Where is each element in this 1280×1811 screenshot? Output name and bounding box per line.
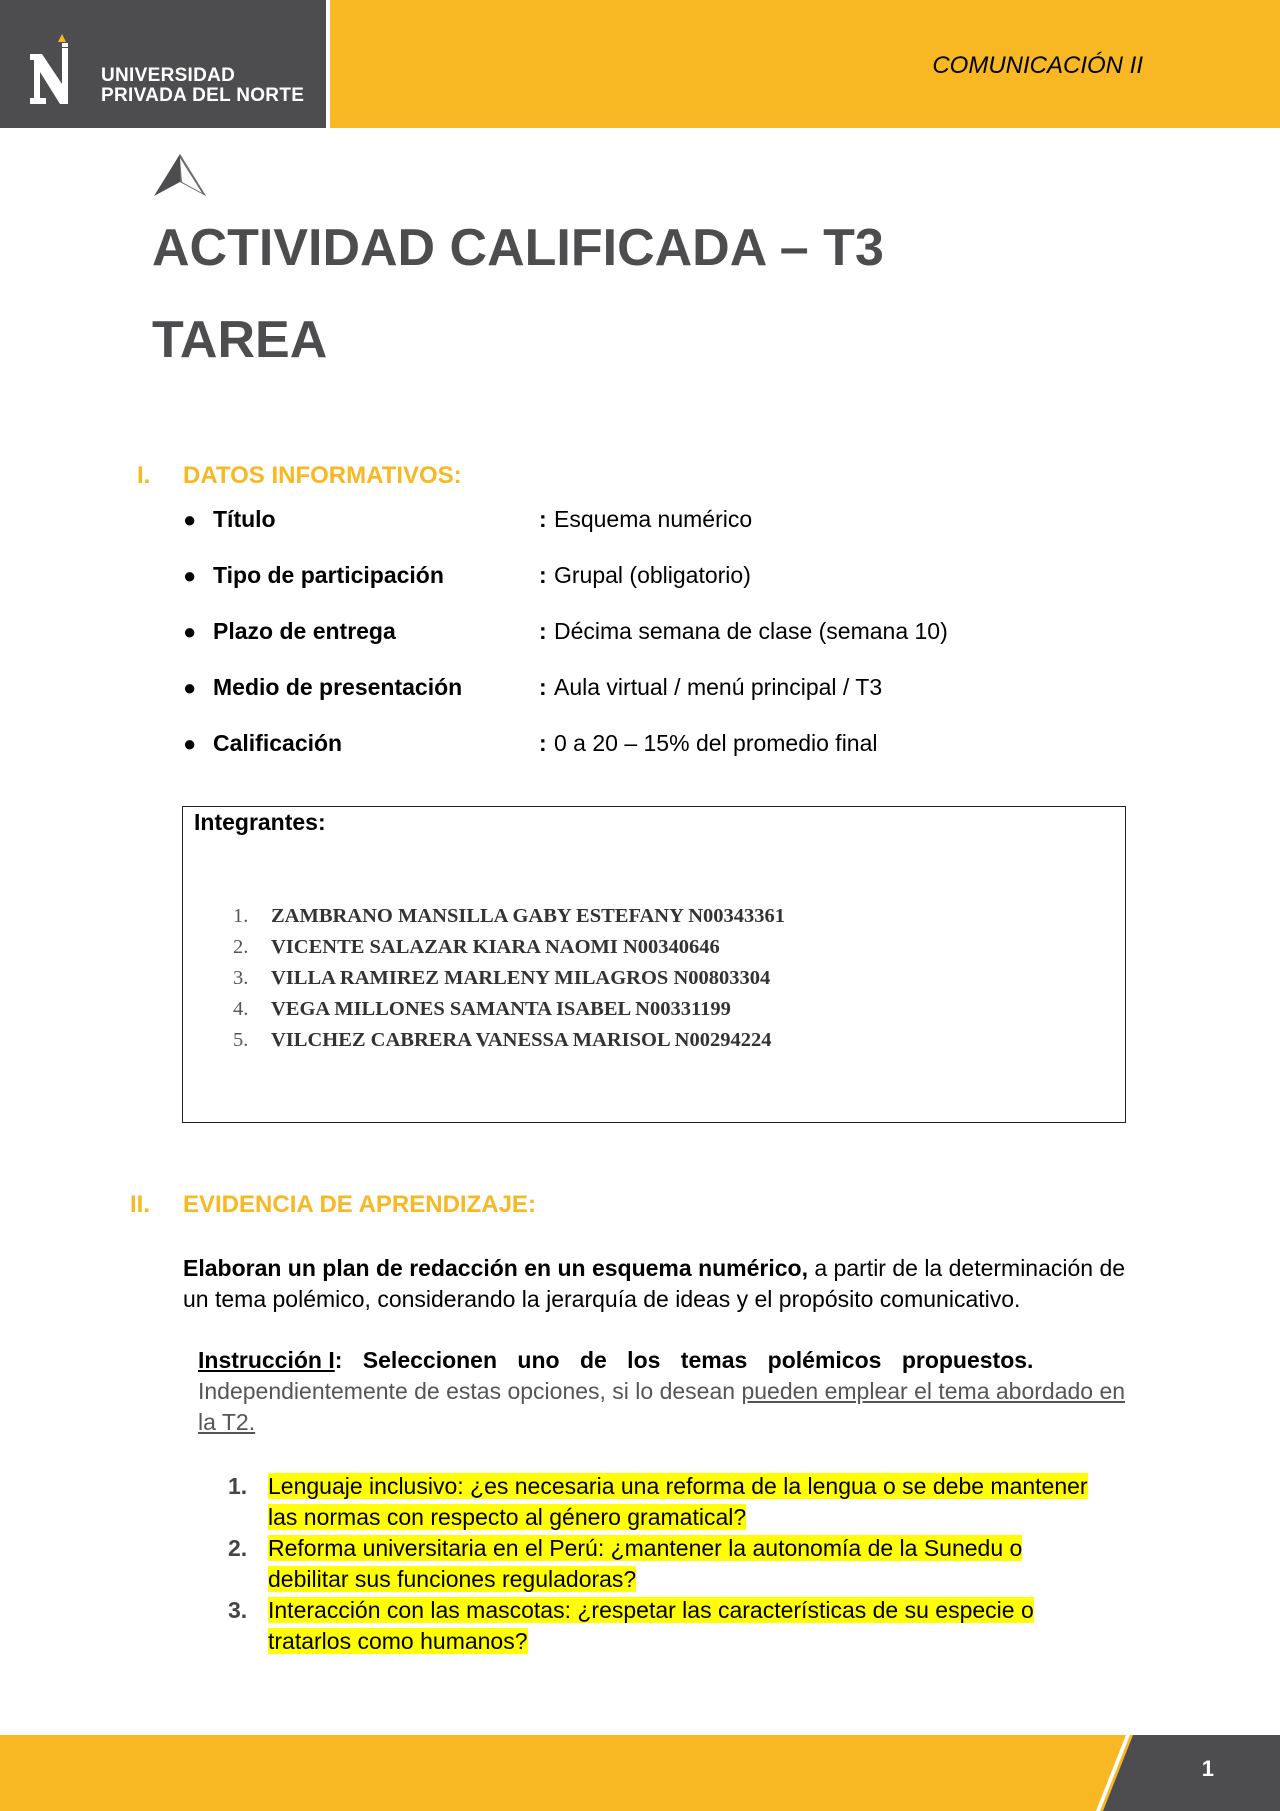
section-1-number: I. xyxy=(137,462,151,489)
topic-text: Interacción con las mascotas: ¿respetar las características de su especie o tratarlos como humanos? xyxy=(268,1597,1034,1654)
member-number: 3. xyxy=(233,967,249,989)
member-number: 2. xyxy=(233,936,249,958)
instruction-underlined-text: pueden emplear el tema abordado en la T2. xyxy=(198,1378,1126,1435)
info-colon: : xyxy=(539,506,547,532)
page-number: 1 xyxy=(1201,1756,1214,1781)
section-1-title: DATOS INFORMATIVOS: xyxy=(183,462,462,489)
info-colon: : xyxy=(539,562,547,588)
evidence-paragraph xyxy=(183,1253,1128,1315)
info-value: Esquema numérico xyxy=(554,506,753,532)
info-value: Aula virtual / menú principal / T3 xyxy=(554,674,883,700)
info-row xyxy=(183,562,1083,592)
instruction-label: Instrucción I xyxy=(198,1347,335,1373)
university-line-1: UNIVERSIDAD xyxy=(101,65,236,86)
page-title: ACTIVIDAD CALIFICADA – T3 xyxy=(152,219,884,277)
section-2-title: EVIDENCIA DE APRENDIZAJE: xyxy=(183,1191,536,1218)
member-number: 4. xyxy=(233,998,249,1020)
info-row xyxy=(183,618,1083,648)
navigation-arrow-icon xyxy=(152,152,208,198)
page-subtitle: TAREA xyxy=(152,311,328,369)
bullet-icon: ● xyxy=(183,731,197,756)
topics-list xyxy=(228,1471,1128,1657)
bullet-icon: ● xyxy=(183,563,197,588)
university-line-2: PRIVADA DEL NORTE xyxy=(101,85,305,106)
footer-band xyxy=(0,1735,1280,1811)
list-item xyxy=(228,1595,1128,1657)
topic-text: Reforma universitaria en el Perú: ¿mantener la autonomía de la Sunedu o debilitar sus funciones reguladoras? xyxy=(268,1535,1023,1592)
member-name: VICENTE SALAZAR KIARA NAOMI N00340646 xyxy=(271,936,720,958)
info-colon: : xyxy=(539,730,547,756)
info-value: Décima semana de clase (semana 10) xyxy=(554,618,948,644)
list-item xyxy=(228,1471,1128,1533)
member-name: VILLA RAMIREZ MARLENY MILAGROS N00803304 xyxy=(271,967,771,989)
instruction-text: Independientemente de estas opciones, si lo desean xyxy=(198,1378,742,1404)
info-colon: : xyxy=(539,674,547,700)
evidence-text: a partir de la determinación de un tema polémico, considerando la jerarquía de ideas y el propósito comunicativo. xyxy=(183,1255,1126,1312)
university-name xyxy=(101,66,304,106)
info-colon: : xyxy=(539,618,547,644)
info-label: Título xyxy=(213,506,276,532)
course-name: COMUNICACIÓN II xyxy=(932,52,1143,79)
topic-number: 1. xyxy=(228,1473,248,1499)
topic-number: 2. xyxy=(228,1535,248,1561)
info-label: Medio de presentación xyxy=(213,674,463,700)
bullet-icon: ● xyxy=(183,507,197,532)
instruction-bold-text: : Seleccionen uno de los temas polémicos propuestos. xyxy=(334,1347,1034,1373)
info-label: Calificación xyxy=(213,730,343,756)
list-item xyxy=(228,1533,1128,1595)
member-name: ZAMBRANO MANSILLA GABY ESTEFANY N00343361 xyxy=(271,905,786,927)
member-name: VILCHEZ CABRERA VANESSA MARISOL N00294224 xyxy=(271,1029,772,1051)
footer-page-panel xyxy=(1103,1735,1280,1811)
member-number: 5. xyxy=(233,1029,249,1051)
section-2-number: II. xyxy=(130,1191,151,1218)
member-number: 1. xyxy=(233,905,249,927)
info-row xyxy=(183,506,1083,536)
members-title: Integrantes: xyxy=(194,809,326,835)
bullet-icon: ● xyxy=(183,619,197,644)
topic-text: Lenguaje inclusivo: ¿es necesaria una reforma de la lengua o se debe mantener las normas con respecto al género gramatical? xyxy=(268,1473,1088,1530)
evidence-bold-text: Elaboran un plan de redacción en un esquema numérico, xyxy=(183,1255,808,1281)
instruction-paragraph xyxy=(198,1345,1128,1438)
info-label: Tipo de participación xyxy=(213,562,444,588)
info-value: Grupal (obligatorio) xyxy=(554,562,751,588)
header-logo-panel xyxy=(0,0,326,128)
info-row xyxy=(183,674,1083,704)
info-row xyxy=(183,730,1083,760)
topic-number: 3. xyxy=(228,1597,248,1623)
bullet-icon: ● xyxy=(183,675,197,700)
info-value: 0 a 20 – 15% del promedio final xyxy=(554,730,878,756)
members-box xyxy=(182,806,1126,1123)
info-label: Plazo de entrega xyxy=(213,618,396,644)
university-logo-icon xyxy=(28,34,82,106)
member-name: VEGA MILLONES SAMANTA ISABEL N00331199 xyxy=(271,998,731,1020)
